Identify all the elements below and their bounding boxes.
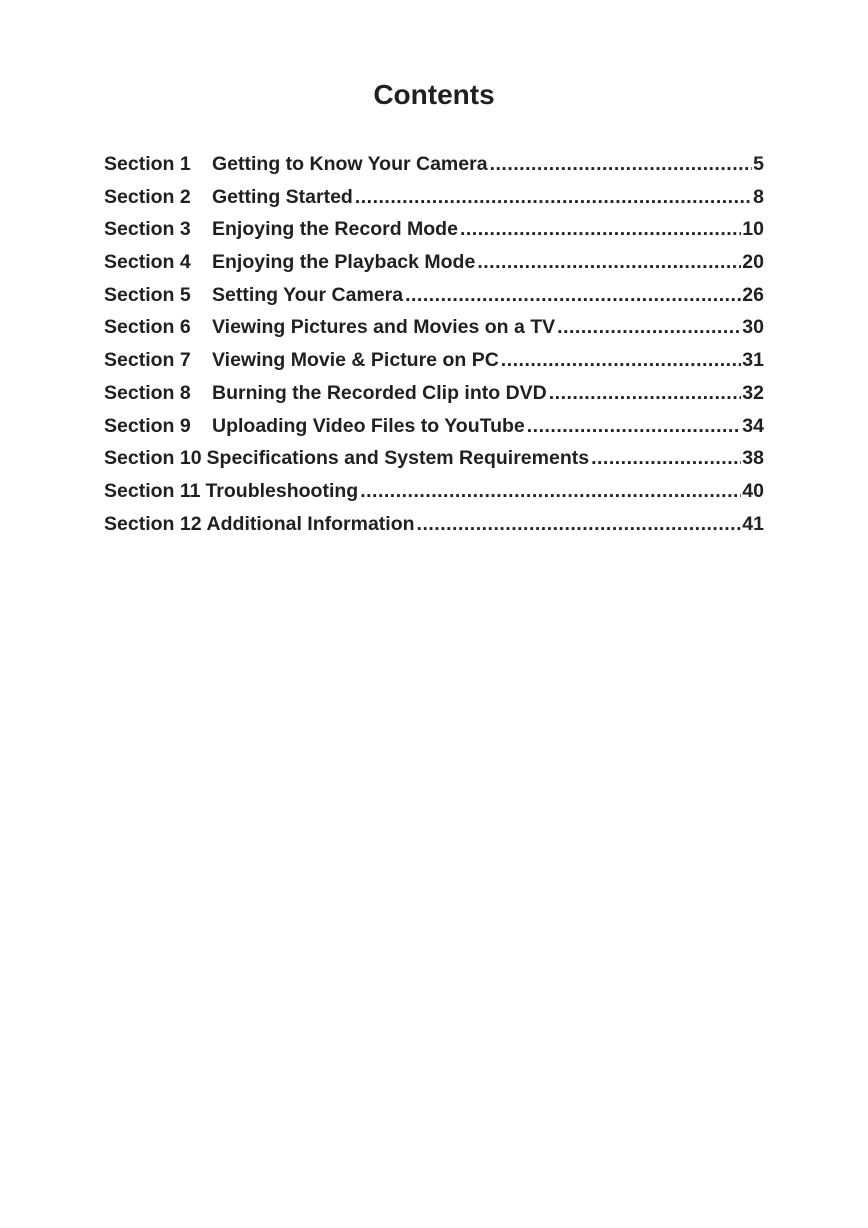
toc-section-label: Section 7 (104, 349, 191, 372)
toc-entry-title: Troubleshooting (205, 479, 359, 502)
toc-section-label: Section 9 (104, 414, 191, 437)
toc-page-number: 8 (753, 185, 764, 208)
toc-entry (104, 477, 764, 510)
toc-entry-title: Getting to Know Your Camera (212, 153, 488, 175)
page-title: Contents (373, 79, 495, 110)
toc-entry (104, 412, 764, 445)
toc-section-label: Section 6 (104, 316, 191, 339)
toc-entry-title: Viewing Pictures and Movies on a TV (212, 316, 556, 339)
toc-section-label: Section 4 (104, 251, 191, 274)
dot-leader (417, 510, 742, 538)
toc-entry-title: Enjoying the Record Mode (212, 218, 458, 241)
toc-entry-title: Burning the Recorded Clip into DVD (212, 381, 547, 404)
toc-entry (104, 510, 764, 543)
dot-leader (549, 379, 742, 407)
toc-entry (104, 281, 764, 314)
toc-page-number: 5 (753, 153, 764, 175)
toc-page-number: 26 (742, 283, 764, 306)
dot-leader (557, 313, 741, 341)
toc-page-number: 34 (742, 414, 764, 437)
toc-entry-title: Additional Information (206, 512, 415, 535)
toc-section-label: Section 1 (104, 153, 191, 175)
dot-leader (355, 183, 752, 211)
toc-entry (104, 346, 764, 379)
toc-entry (104, 313, 764, 346)
toc-section-label: Section 10 (104, 447, 202, 470)
toc-entry-title: Getting Started (212, 185, 353, 208)
dot-leader (527, 412, 742, 440)
toc-entry (104, 150, 764, 183)
toc-entry-title: Viewing Movie & Picture on PC (212, 349, 499, 372)
toc-section-label: Section 11 (104, 479, 201, 502)
toc-page-number: 38 (742, 447, 764, 470)
toc-entry-title: Setting Your Camera (212, 283, 404, 306)
toc-entry (104, 215, 764, 248)
toc-section-label: Section 12 (104, 512, 202, 535)
dot-leader (405, 281, 741, 309)
toc-page-number: 32 (742, 381, 764, 404)
dot-leader (490, 150, 753, 178)
toc-entry (104, 248, 764, 281)
dot-leader (591, 444, 741, 472)
toc-section-label: Section 3 (104, 218, 191, 241)
dot-leader (460, 215, 741, 243)
dot-leader (360, 477, 741, 505)
toc-section-label: Section 8 (104, 381, 191, 404)
toc-page-number: 20 (742, 251, 764, 274)
toc-entry-title: Uploading Video Files to YouTube (212, 414, 525, 437)
toc-entry (104, 379, 764, 412)
toc-page-number: 40 (742, 479, 764, 502)
toc-page-number: 41 (742, 512, 764, 535)
toc-section-label: Section 2 (104, 185, 191, 208)
toc-entry-title: Enjoying the Playback Mode (212, 251, 476, 274)
toc-page-number: 31 (742, 349, 764, 372)
toc-entry-title: Specifications and System Requirements (206, 447, 590, 470)
toc-page-number: 10 (742, 218, 764, 241)
toc-entry (104, 183, 764, 216)
toc-section-label: Section 5 (104, 283, 191, 306)
toc-page-number: 30 (742, 316, 764, 339)
table-of-contents (104, 150, 764, 542)
dot-leader (477, 248, 741, 276)
toc-entry (104, 444, 764, 477)
dot-leader (501, 346, 742, 374)
